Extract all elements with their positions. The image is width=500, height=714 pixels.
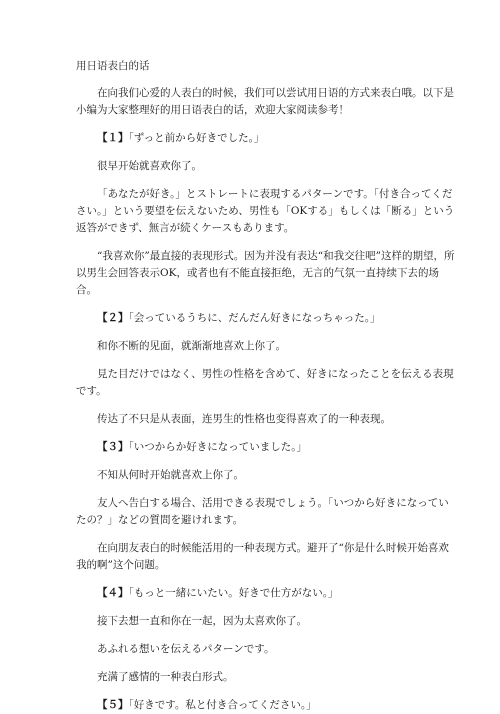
section-1-line-1: 很早开始就喜欢你了。 [97, 160, 202, 172]
section-number: 【３】 [97, 441, 129, 453]
section-phrase: 「会っているうちに、だんだん好きになっちゃった。」 [128, 312, 381, 324]
section-4-line-3: 充满了感情的一种表白形式。 [97, 671, 234, 683]
section-2-line-3: 传达了不只是从表面，连男生的性格也变得喜欢了的一种表现。 [97, 413, 391, 425]
section-phrase: 「好きです。私と付き合ってください。」 [128, 699, 317, 711]
section-4-heading [76, 585, 458, 602]
section-2-line-1: 和你不断的见面，就渐渐地喜欢上你了。 [97, 340, 286, 352]
section-3-line-3: 在向朋友表白的时候能活用的一种表现方式。避开了“你是什么时候开始喜欢我的啊”这个问题。 [76, 542, 449, 571]
section-phrase: 「もっと一緒にいたい。好きで仕方がない。」 [128, 587, 339, 599]
section-phrase: 「ずっと前から好きでした。」 [128, 132, 265, 144]
section-3-line-2: 友人へ告白する場合、活用できる表現でしょう。「いつから好きになっていたの？」などの質問を避けれます。 [76, 497, 449, 526]
section-5-heading [76, 697, 458, 714]
section-number: 【５】 [97, 699, 129, 711]
section-1-line-3: “我喜欢你”最直接的表现形式。因为并没有表达“和我交往吧”这样的期望，所以男生会回答表示OK，或者也有不能直接拒绝，无言的气氛一直持续下去的场合。 [76, 250, 455, 296]
section-number: 【２】 [97, 312, 129, 324]
section-1-line-2: 「あなたが好き。」とストレートに表現するパターンです。「付き合ってください。」という要望を伝えないため、男性も「OKする」もしくは「断る」という返答ができず、無言が続くケースもあります。 [76, 188, 455, 234]
section-2-line-2: 見た目だけではなく、男性の性格を含めて、好きになったことを伝える表現です。 [76, 368, 454, 397]
document-title: 用日语表白的话 [76, 60, 150, 72]
section-3-heading [76, 439, 458, 456]
section-1-heading [76, 130, 458, 147]
section-4-line-2: あふれる想いを伝えるパターンです。 [97, 643, 275, 655]
section-3-line-1: 不知从何时开始就喜欢上你了。 [97, 469, 244, 481]
section-2-heading [76, 310, 458, 327]
section-number: 【４】 [97, 587, 129, 599]
intro-paragraph: 在向我们心爱的人表白的时候，我们可以尝试用日语的方式来表白哦。以下是小编为大家整理好的用日语表白的话，欢迎大家阅读参考！ [76, 87, 454, 116]
section-4-line-1: 接下去想一直和你在一起，因为太喜欢你了。 [97, 615, 307, 627]
section-number: 【１】 [97, 132, 129, 144]
section-phrase: 「いつからか好きになっていました。」 [128, 441, 307, 453]
